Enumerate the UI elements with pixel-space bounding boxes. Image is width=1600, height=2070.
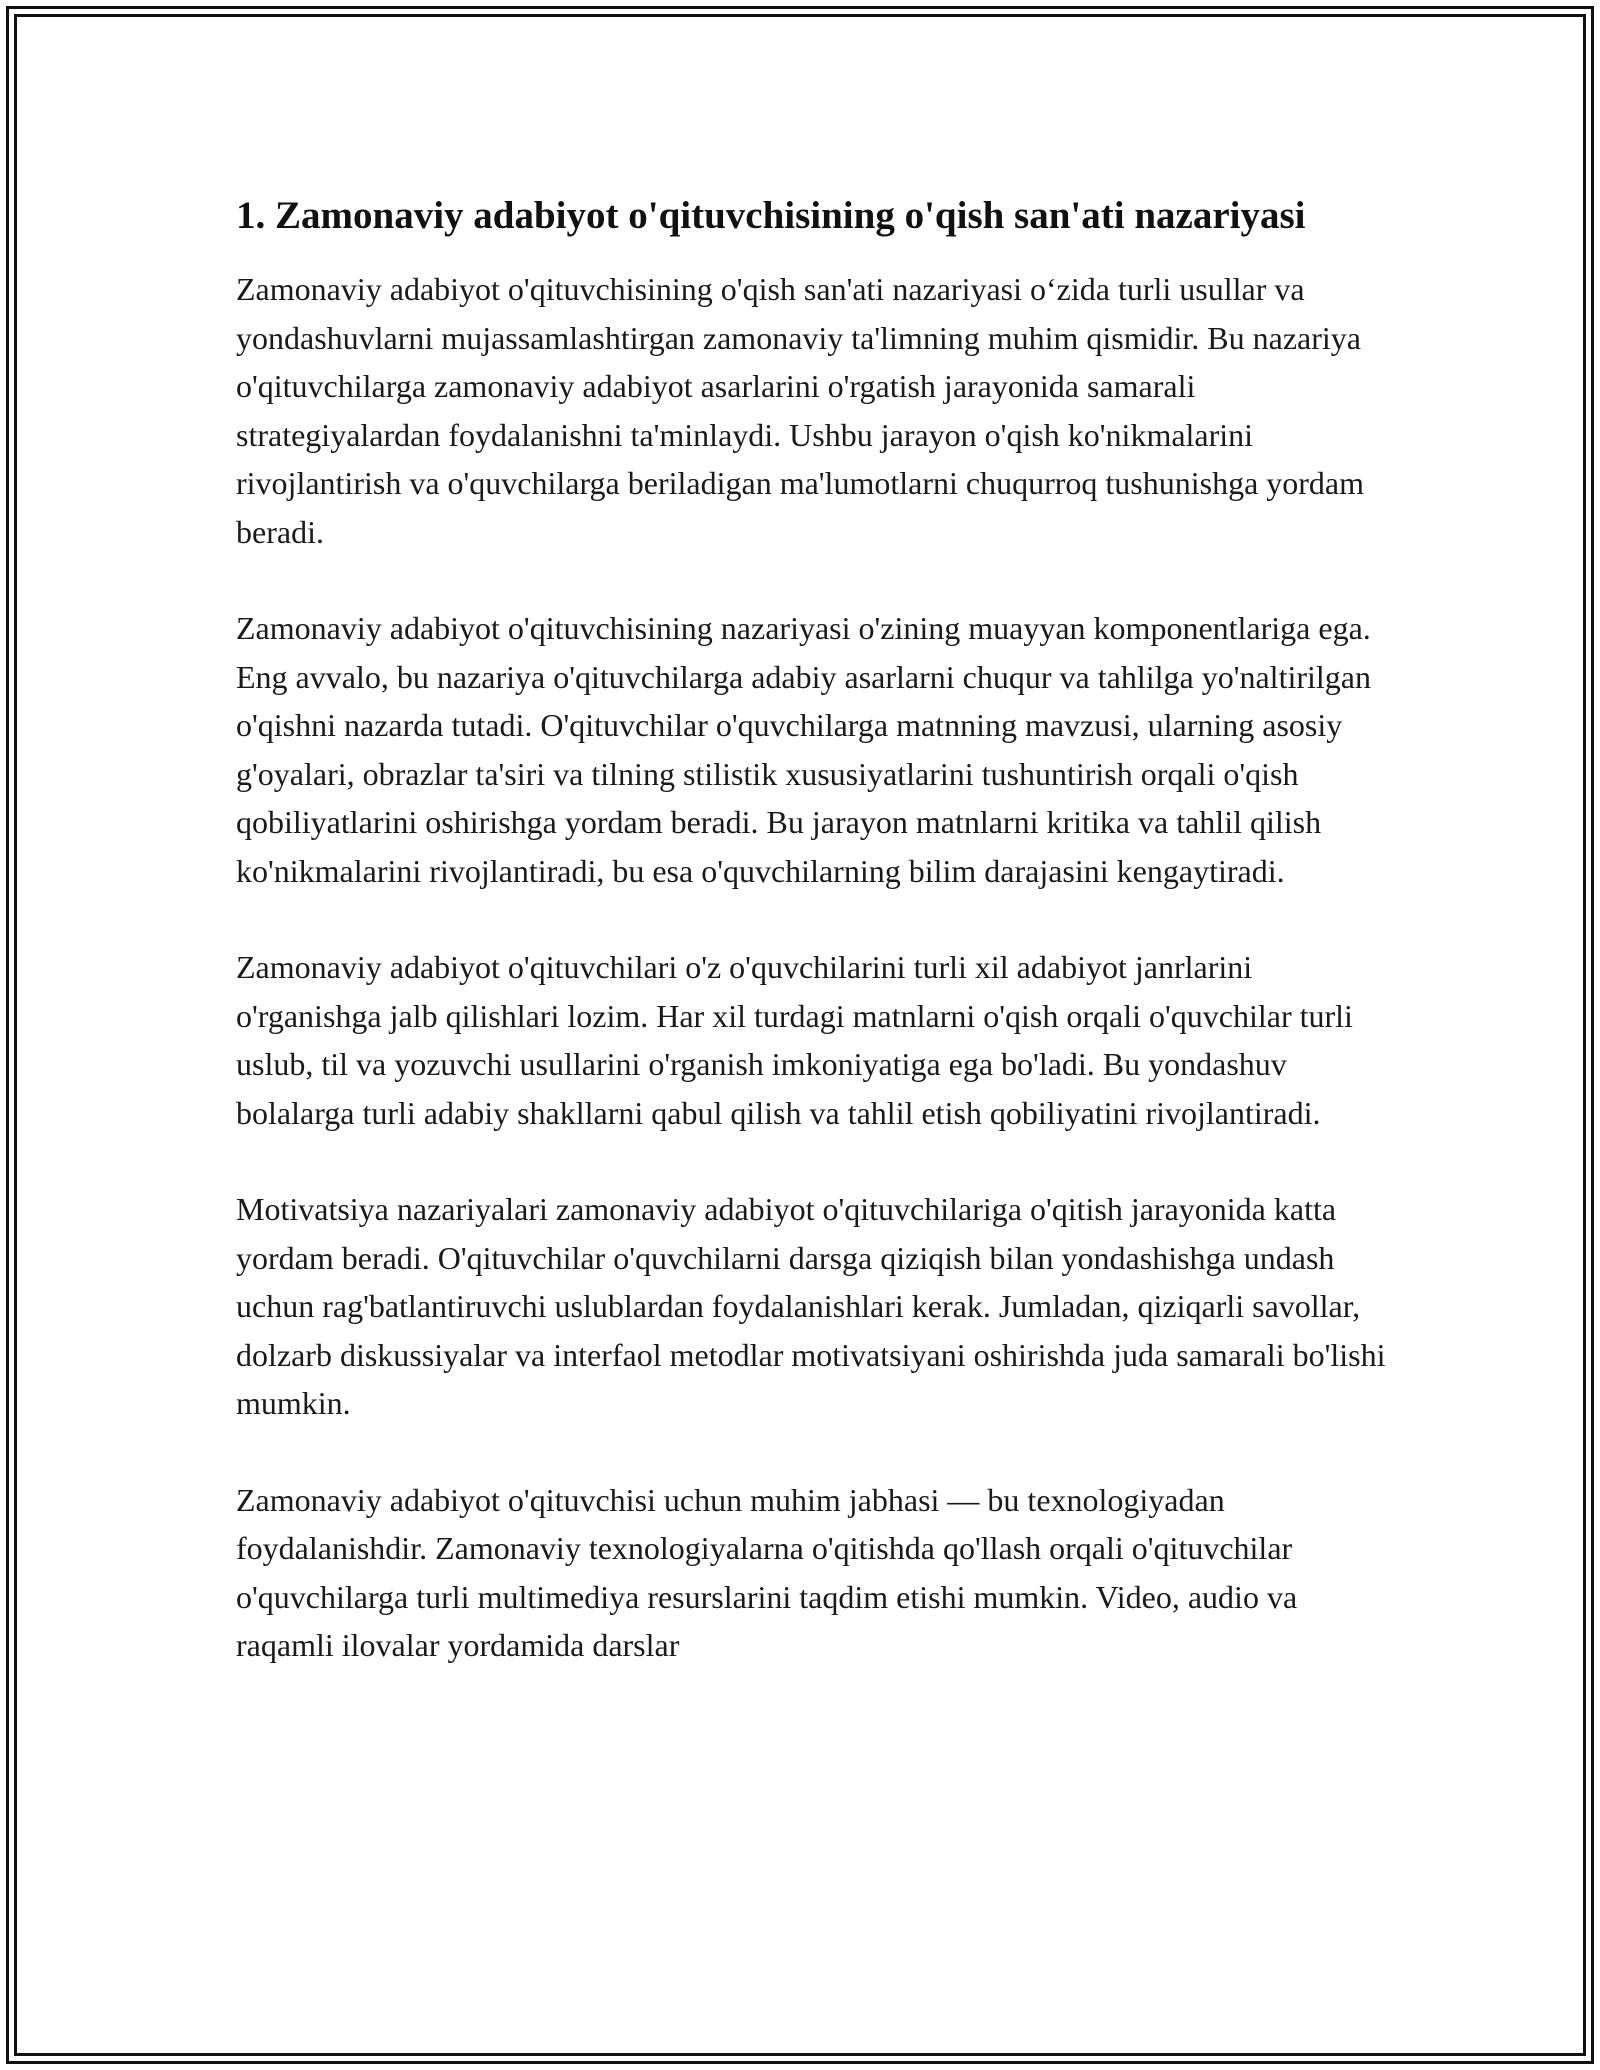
paragraph-1: Zamonaviy adabiyot o'qituvchisining o'qish san'ati nazariyasi o‘zida turli usullar va yondashuvlarni mujassamlashtirgan zamonaviy ta'limning muhim qismidir. Bu nazariya o'qituvchilarga zamonaviy adabiyot asarlarini o'rgatish jarayonida samarali strategiyalardan foydalanishni ta'minlaydi. Ushbu jarayon o'qish ko'nikmalarini rivojlantirish va o'quvchilarga beriladigan ma'lumotlarni chuqurroq tushunishga yordam beradi. xyxy=(236,271,1365,550)
document-body xyxy=(236,188,1386,1718)
paragraph-5: Zamonaviy adabiyot o'qituvchisi uchun muhim jabhasi — bu texnologiyadan foydalanishdir. Zamonaviy texnologiyalarna o'qitishda qo'llash orqali o'qituvchilar o'quvchilarga turli multimediya resurslarini taqdim etishi mumkin. Video, audio va raqamli ilovalar yordamida darslar xyxy=(236,1481,1298,1663)
paragraph-4: Motivatsiya nazariyalari zamonaviy adabiyot o'qituvchilariga o'qitish jarayonida katta yordam beradi. O'qituvchilar o'quvchilarni darsga qiziqish bilan yondashishga undash uchun rag'batlantiruvchi uslublardan foydalanishlari kerak. Jumladan, qiziqarli savollar, dolzarb diskussiyalar va interfaol metodlar motivatsiyani oshirishda juda samarali bo'lishi mumkin. xyxy=(236,1191,1386,1421)
paragraph-3: Zamonaviy adabiyot o'qituvchilari o'z o'quvchilarini turli xil adabiyot janrlarini o'rganishga jalb qilishlari lozim. Har xil turdagi matnlarni o'qish orqali o'quvchilar turli uslub, til va yozuvchi usullarini o'rganish imkoniyatiga ega bo'ladi. Bu yondashuv bolalarga turli adabiy shakllarni qabul qilish va tahlil etish qobiliyatini rivojlantiradi. xyxy=(236,949,1353,1131)
paragraph-2: Zamonaviy adabiyot o'qituvchisining nazariyasi o'zining muayyan komponentlariga ega. Eng avvalo, bu nazariya o'qituvchilarga adabiy asarlarni chuqur va tahlilga yo'naltirilgan o'qishni nazarda tutadi. O'qituvchilar o'quvchilarga matnning mavzusi, ularning asosiy g'oyalari, obrazlar ta'siri va tilning stilistik xususiyatlarini tushuntirish orqali o'qish qobiliyatlarini oshirishga yordam beradi. Bu jarayon matnlarni kritika va tahlil qilish ko'nikmalarini rivojlantiradi, bu esa o'quvchilarning bilim darajasini kengaytiradi. xyxy=(236,610,1371,889)
section-heading: 1. Zamonaviy adabiyot o'qituvchisining o'qish san'ati nazariyasi xyxy=(236,194,1306,237)
